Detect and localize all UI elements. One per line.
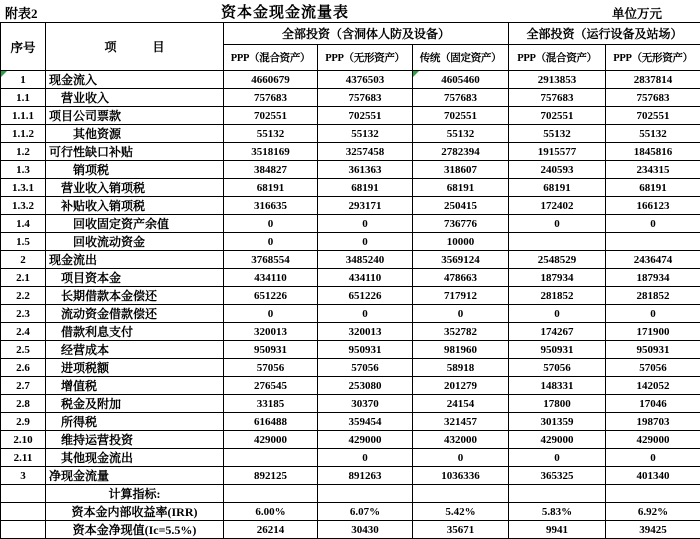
cell-value[interactable]: 0 <box>413 305 509 323</box>
cell-value[interactable]: 301359 <box>509 413 606 431</box>
cell-value[interactable]: 4605460 <box>413 71 509 89</box>
cell-item-label[interactable]: 税金及附加 <box>46 395 224 413</box>
cell-value[interactable]: 0 <box>318 449 413 467</box>
cell-item-label[interactable]: 销项税 <box>46 161 224 179</box>
cell-value[interactable]: 4660679 <box>224 71 318 89</box>
cell-value[interactable]: 0 <box>606 305 700 323</box>
table-row <box>1 449 700 467</box>
cell-value[interactable]: 4376503 <box>318 71 413 89</box>
cell-value[interactable]: 757683 <box>606 89 700 107</box>
cell-row-no[interactable]: 2.3 <box>1 305 46 323</box>
cell-item-label[interactable]: 增值税 <box>46 377 224 395</box>
cell-value[interactable] <box>318 485 413 503</box>
cell-value[interactable]: 757683 <box>509 89 606 107</box>
cell-value[interactable]: 6.92% <box>606 503 700 521</box>
cell-value[interactable]: 365325 <box>509 467 606 485</box>
cell-value[interactable]: 17046 <box>606 395 700 413</box>
cell-value[interactable]: 250415 <box>413 197 509 215</box>
cell-item-label[interactable]: 流动资金借款偿还 <box>46 305 224 323</box>
table-row <box>1 251 700 269</box>
cell-value[interactable]: 2548529 <box>509 251 606 269</box>
table-row <box>1 485 700 503</box>
cell-value[interactable]: 1845816 <box>606 143 700 161</box>
cell-value[interactable]: 0 <box>318 305 413 323</box>
cell-value[interactable]: 276545 <box>224 377 318 395</box>
cell-value[interactable]: 651226 <box>224 287 318 305</box>
cash-flow-table <box>0 22 700 539</box>
cell-value[interactable] <box>509 233 606 251</box>
cell-value[interactable]: 57056 <box>224 359 318 377</box>
cell-item-label[interactable]: 资本金净现值(Ic=5.5%) <box>46 521 224 539</box>
table-row <box>1 197 700 215</box>
table-row <box>1 179 700 197</box>
cell-value[interactable]: 361363 <box>318 161 413 179</box>
cell-value[interactable]: 187934 <box>509 269 606 287</box>
cell-item-label[interactable]: 项目资本金 <box>46 269 224 287</box>
cell-value[interactable] <box>509 485 606 503</box>
cell-value[interactable]: 702551 <box>318 107 413 125</box>
cell-value[interactable]: 432000 <box>413 431 509 449</box>
cell-value[interactable]: 174267 <box>509 323 606 341</box>
cell-value[interactable]: 717912 <box>413 287 509 305</box>
table-row <box>1 377 700 395</box>
cell-value[interactable]: 401340 <box>606 467 700 485</box>
cell-value[interactable]: 281852 <box>606 287 700 305</box>
cell-value[interactable]: 1036336 <box>413 467 509 485</box>
cell-row-no[interactable]: 2.5 <box>1 341 46 359</box>
cell-value[interactable]: 30370 <box>318 395 413 413</box>
cell-value[interactable]: 24154 <box>413 395 509 413</box>
table-row <box>1 395 700 413</box>
cell-value[interactable]: 57056 <box>509 359 606 377</box>
cell-value[interactable]: 702551 <box>606 107 700 125</box>
cell-row-no[interactable]: 1.1 <box>1 89 46 107</box>
unit-label[interactable]: 单位万元 <box>612 4 662 22</box>
cell-row-no[interactable]: 1.4 <box>1 215 46 233</box>
cell-value[interactable] <box>606 233 700 251</box>
cell-value[interactable]: 0 <box>509 215 606 233</box>
cell-value[interactable]: 68191 <box>413 179 509 197</box>
cell-value[interactable]: 981960 <box>413 341 509 359</box>
cell-item-label[interactable]: 经营成本 <box>46 341 224 359</box>
cell-value[interactable]: 0 <box>318 233 413 251</box>
cell-value[interactable]: 3768554 <box>224 251 318 269</box>
cell-value[interactable]: 429000 <box>318 431 413 449</box>
cell-row-no[interactable]: 2.9 <box>1 413 46 431</box>
cell-row-no[interactable] <box>1 485 46 503</box>
cell-value[interactable]: 757683 <box>224 89 318 107</box>
cell-value[interactable]: 702551 <box>224 107 318 125</box>
cell-value[interactable]: 9941 <box>509 521 606 539</box>
cell-value[interactable] <box>606 485 700 503</box>
cell-value[interactable]: 0 <box>224 305 318 323</box>
cell-value[interactable]: 35671 <box>413 521 509 539</box>
cell-value[interactable]: 950931 <box>224 341 318 359</box>
table-row <box>1 143 700 161</box>
cell-row-no[interactable]: 1.3.1 <box>1 179 46 197</box>
cell-value[interactable]: 68191 <box>318 179 413 197</box>
cell-item-label[interactable]: 借款利息支付 <box>46 323 224 341</box>
cell-row-no[interactable]: 1.5 <box>1 233 46 251</box>
table-row <box>1 71 700 89</box>
cell-value[interactable]: 68191 <box>606 179 700 197</box>
cell-row-no[interactable] <box>1 521 46 539</box>
table-row <box>1 161 700 179</box>
table-row <box>1 503 700 521</box>
cell-value[interactable]: 2436474 <box>606 251 700 269</box>
cell-row-no[interactable]: 2.6 <box>1 359 46 377</box>
cell-item-label[interactable]: 营业收入 <box>46 89 224 107</box>
cell-value[interactable]: 950931 <box>318 341 413 359</box>
cell-value[interactable]: 17800 <box>509 395 606 413</box>
col-header-ppp-mixed-1[interactable]: PPP（混合资产） <box>224 45 318 71</box>
cell-value[interactable]: 320013 <box>224 323 318 341</box>
table-row <box>1 521 700 539</box>
cell-value[interactable]: 757683 <box>413 89 509 107</box>
cell-item-label[interactable]: 回收固定资产余值 <box>46 215 224 233</box>
cell-value[interactable]: 3485240 <box>318 251 413 269</box>
cell-value[interactable]: 142052 <box>606 377 700 395</box>
cell-value[interactable]: 318607 <box>413 161 509 179</box>
cell-value[interactable]: 736776 <box>413 215 509 233</box>
header-group-row <box>1 23 700 45</box>
col-header-ppp-intangible-1[interactable]: PPP（无形资产） <box>318 45 413 71</box>
cell-value[interactable]: 0 <box>606 215 700 233</box>
cell-value[interactable]: 0 <box>224 215 318 233</box>
cell-row-no[interactable]: 2.10 <box>1 431 46 449</box>
cell-row-no[interactable]: 2.1 <box>1 269 46 287</box>
cell-value[interactable]: 0 <box>413 449 509 467</box>
cell-item-label[interactable]: 维持运营投资 <box>46 431 224 449</box>
cell-value[interactable]: 55132 <box>224 125 318 143</box>
cell-value[interactable]: 57056 <box>318 359 413 377</box>
cell-row-no[interactable] <box>1 503 46 521</box>
cell-item-label[interactable]: 项目公司票款 <box>46 107 224 125</box>
cell-value[interactable]: 55132 <box>413 125 509 143</box>
cell-value[interactable]: 33185 <box>224 395 318 413</box>
cell-value[interactable]: 892125 <box>224 467 318 485</box>
cell-value[interactable]: 0 <box>318 215 413 233</box>
cell-row-no[interactable]: 2 <box>1 251 46 269</box>
cell-value[interactable]: 359454 <box>318 413 413 431</box>
cell-value[interactable]: 68191 <box>224 179 318 197</box>
cell-item-label[interactable]: 营业收入销项税 <box>46 179 224 197</box>
cell-item-label[interactable]: 现金流入 <box>46 71 224 89</box>
cell-value[interactable]: 201279 <box>413 377 509 395</box>
cell-value[interactable]: 757683 <box>318 89 413 107</box>
cell-item-label[interactable]: 回收流动资金 <box>46 233 224 251</box>
cell-value[interactable]: 434110 <box>318 269 413 287</box>
table-row <box>1 269 700 287</box>
cell-row-no[interactable]: 2.11 <box>1 449 46 467</box>
cell-value[interactable]: 478663 <box>413 269 509 287</box>
cell-value[interactable] <box>224 449 318 467</box>
error-indicator-icon <box>1 71 7 77</box>
cell-item-label[interactable]: 计算指标: <box>46 485 224 503</box>
cell-value[interactable]: 2837814 <box>606 71 700 89</box>
cell-row-no[interactable]: 1.3.2 <box>1 197 46 215</box>
cell-value[interactable] <box>224 485 318 503</box>
col-group-total-investment-cavern[interactable]: 全部投资（含洞体人防及设备） <box>224 23 509 45</box>
cell-value[interactable]: 57056 <box>606 359 700 377</box>
cell-value[interactable]: 2913853 <box>509 71 606 89</box>
col-header-item[interactable]: 项 目 <box>46 23 224 71</box>
table-row <box>1 467 700 485</box>
cell-value[interactable]: 55132 <box>606 125 700 143</box>
cell-row-no[interactable]: 1.1.2 <box>1 125 46 143</box>
cell-value[interactable]: 281852 <box>509 287 606 305</box>
cell-value[interactable]: 234315 <box>606 161 700 179</box>
cell-value[interactable]: 434110 <box>224 269 318 287</box>
cell-item-label[interactable]: 进项税额 <box>46 359 224 377</box>
cell-item-label[interactable]: 现金流出 <box>46 251 224 269</box>
cell-value[interactable]: 702551 <box>413 107 509 125</box>
table-row <box>1 125 700 143</box>
table-row <box>1 89 700 107</box>
cell-value[interactable]: 198703 <box>606 413 700 431</box>
cell-value[interactable]: 320013 <box>318 323 413 341</box>
col-header-ppp-mixed-2[interactable]: PPP（混合资产） <box>509 45 606 71</box>
cell-value[interactable]: 429000 <box>606 431 700 449</box>
cell-value[interactable]: 0 <box>509 449 606 467</box>
cell-value[interactable]: 3518169 <box>224 143 318 161</box>
cell-value[interactable]: 0 <box>606 449 700 467</box>
cell-item-label[interactable]: 可行性缺口补贴 <box>46 143 224 161</box>
cell-row-no[interactable]: 1 <box>1 71 46 89</box>
cell-value[interactable]: 950931 <box>606 341 700 359</box>
table-row <box>1 359 700 377</box>
table-body <box>1 71 700 539</box>
cell-item-label[interactable]: 净现金流量 <box>46 467 224 485</box>
col-header-traditional-fixed[interactable]: 传统（固定资产） <box>413 45 509 71</box>
cell-value[interactable]: 166123 <box>606 197 700 215</box>
cell-value[interactable]: 429000 <box>224 431 318 449</box>
table-row <box>1 323 700 341</box>
cell-value[interactable]: 0 <box>509 305 606 323</box>
table-row <box>1 413 700 431</box>
table-row <box>1 305 700 323</box>
cell-value[interactable]: 26214 <box>224 521 318 539</box>
cell-item-label[interactable]: 其他现金流出 <box>46 449 224 467</box>
cell-row-no[interactable]: 1.2 <box>1 143 46 161</box>
cell-value[interactable]: 148331 <box>509 377 606 395</box>
cell-row-no[interactable]: 2.4 <box>1 323 46 341</box>
cell-value[interactable]: 2782394 <box>413 143 509 161</box>
cell-value[interactable]: 171900 <box>606 323 700 341</box>
cell-value[interactable]: 384827 <box>224 161 318 179</box>
cell-item-label[interactable]: 其他资源 <box>46 125 224 143</box>
cell-row-no[interactable]: 2.2 <box>1 287 46 305</box>
cell-value[interactable]: 55132 <box>318 125 413 143</box>
cell-value[interactable]: 891263 <box>318 467 413 485</box>
cell-value[interactable]: 3257458 <box>318 143 413 161</box>
cell-value[interactable]: 172402 <box>509 197 606 215</box>
cell-value[interactable]: 616488 <box>224 413 318 431</box>
cell-value[interactable]: 30430 <box>318 521 413 539</box>
cell-value[interactable]: 68191 <box>509 179 606 197</box>
table-row <box>1 341 700 359</box>
cell-value[interactable]: 5.83% <box>509 503 606 521</box>
table-row <box>1 215 700 233</box>
cell-value[interactable]: 6.07% <box>318 503 413 521</box>
cell-item-label[interactable]: 长期借款本金偿还 <box>46 287 224 305</box>
col-header-ppp-intangible-2[interactable]: PPP（无形资产） <box>606 45 700 71</box>
page-title[interactable]: 资本金现金流量表 <box>221 1 349 22</box>
col-group-total-investment-station[interactable]: 全部投资（运行设备及站场） <box>509 23 700 45</box>
cell-value[interactable]: 316635 <box>224 197 318 215</box>
table-row <box>1 287 700 305</box>
cell-row-no[interactable]: 2.7 <box>1 377 46 395</box>
error-indicator-icon <box>413 71 419 77</box>
cell-row-no[interactable]: 3 <box>1 467 46 485</box>
cell-value[interactable]: 352782 <box>413 323 509 341</box>
cell-value[interactable]: 10000 <box>413 233 509 251</box>
cell-value[interactable]: 240593 <box>509 161 606 179</box>
cell-row-no[interactable]: 1.1.1 <box>1 107 46 125</box>
cell-value[interactable]: 58918 <box>413 359 509 377</box>
cell-value[interactable]: 6.00% <box>224 503 318 521</box>
cell-value[interactable]: 702551 <box>509 107 606 125</box>
col-header-no[interactable]: 序号 <box>1 23 46 71</box>
cell-value[interactable]: 429000 <box>509 431 606 449</box>
cell-value[interactable]: 187934 <box>606 269 700 287</box>
cell-value[interactable]: 5.42% <box>413 503 509 521</box>
cell-value[interactable]: 950931 <box>509 341 606 359</box>
cell-row-no[interactable]: 1.3 <box>1 161 46 179</box>
table-row <box>1 233 700 251</box>
cell-item-label[interactable]: 资本金内部收益率(IRR) <box>46 503 224 521</box>
table-row <box>1 431 700 449</box>
cell-row-no[interactable]: 2.8 <box>1 395 46 413</box>
caption-bar <box>0 0 700 22</box>
cell-item-label[interactable]: 补贴收入销项税 <box>46 197 224 215</box>
cell-value[interactable]: 39425 <box>606 521 700 539</box>
sheet-label[interactable]: 附表2 <box>5 3 38 22</box>
cell-value[interactable]: 253080 <box>318 377 413 395</box>
cell-value[interactable]: 3569124 <box>413 251 509 269</box>
cell-value[interactable]: 55132 <box>509 125 606 143</box>
cell-value[interactable]: 0 <box>224 233 318 251</box>
cell-value[interactable]: 293171 <box>318 197 413 215</box>
cell-value[interactable] <box>413 485 509 503</box>
cell-item-label[interactable]: 所得税 <box>46 413 224 431</box>
cell-value[interactable]: 651226 <box>318 287 413 305</box>
cell-value[interactable]: 321457 <box>413 413 509 431</box>
table-row <box>1 107 700 125</box>
cell-value[interactable]: 1915577 <box>509 143 606 161</box>
